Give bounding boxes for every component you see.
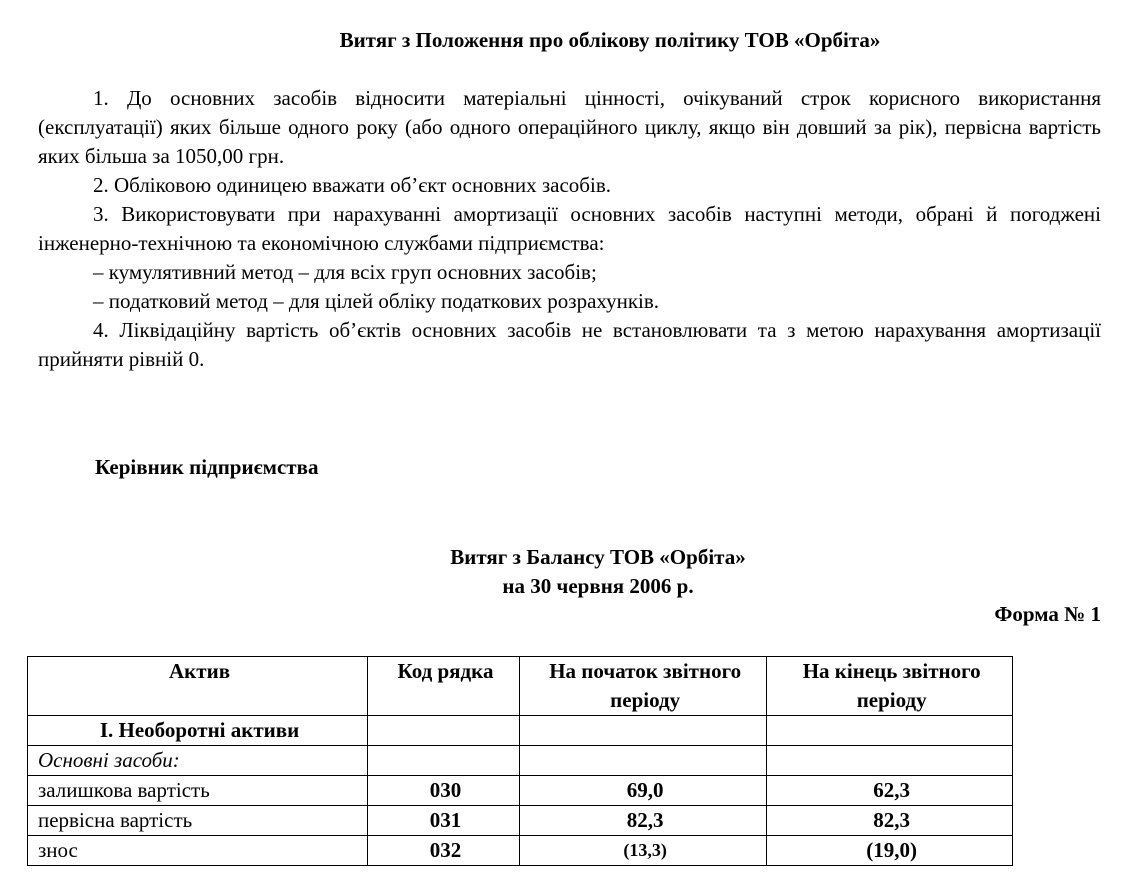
policy-paragraph-6: 4. Ліквідаційну вартість об’єктів основних засобів не встановлювати та з метою нарахування амортизації прийняти рівній 0. — [38, 318, 1101, 371]
row-end-value: 82,3 — [767, 806, 1013, 836]
row-end-value: 62,3 — [767, 776, 1013, 806]
row-name: залишкова вартість — [28, 776, 368, 806]
table-cell — [368, 716, 520, 746]
section-row — [28, 716, 1013, 746]
header-asset: Актив — [28, 657, 368, 716]
header-end: На кінець звітного періоду — [767, 657, 1013, 716]
row-code: 031 — [368, 806, 520, 836]
header-code: Код рядка — [368, 657, 520, 716]
balance-title — [0, 543, 1139, 601]
balance-table — [27, 656, 1013, 866]
row-start-value: 69,0 — [519, 776, 766, 806]
policy-paragraph-2: 2. Обліковою одиницею вважати об’єкт основних засобів. — [93, 173, 611, 197]
row-name: знос — [28, 836, 368, 866]
row-end-value: (19,0) — [767, 836, 1013, 866]
balance-title-line1: Витяг з Балансу ТОВ «Орбіта» — [450, 545, 746, 569]
table-row — [28, 836, 1013, 866]
section-label: І. Необоротні активи — [28, 716, 368, 746]
policy-paragraph-1: 1. До основних засобів відносити матеріальні цінності, очікуваний строк корисного використання (експлуатації) яких більше одного року (або одного операційного циклу, якщо він довший за рік), первісна вартість яких більша за 1050,00 грн. — [38, 86, 1101, 168]
row-start-value: (13,3) — [519, 836, 766, 866]
table-header-row — [28, 657, 1013, 716]
group-row — [28, 746, 1013, 776]
row-code: 030 — [368, 776, 520, 806]
policy-paragraph-3: 3. Використовувати при нарахуванні амортизації основних засобів наступні методи, обрані й погоджені інженерно-технічною та економічною службами підприємства: — [38, 202, 1101, 255]
signature-label: Керівник підприємства — [95, 455, 319, 479]
group-label: Основні засоби: — [28, 746, 368, 776]
table-row — [28, 776, 1013, 806]
table-cell — [368, 746, 520, 776]
balance-title-line2: на 30 червня 2006 р. — [502, 574, 694, 598]
policy-text — [38, 84, 1101, 374]
row-start-value: 82,3 — [519, 806, 766, 836]
header-start: На початок звітного періоду — [519, 657, 766, 716]
table-cell — [767, 746, 1013, 776]
policy-paragraph-5: – податковий метод – для цілей обліку податкових розрахунків. — [93, 289, 660, 313]
table-row — [28, 806, 1013, 836]
form-number: Форма № 1 — [994, 602, 1101, 626]
table-cell — [767, 716, 1013, 746]
policy-title: Витяг з Положення про облікову політику ТОВ «Орбіта» — [339, 28, 881, 52]
table-cell — [519, 746, 766, 776]
row-code: 032 — [368, 836, 520, 866]
row-name: первісна вартість — [28, 806, 368, 836]
table-cell — [519, 716, 766, 746]
policy-paragraph-4: – кумулятивний метод – для всіх груп основних засобів; — [93, 260, 597, 284]
